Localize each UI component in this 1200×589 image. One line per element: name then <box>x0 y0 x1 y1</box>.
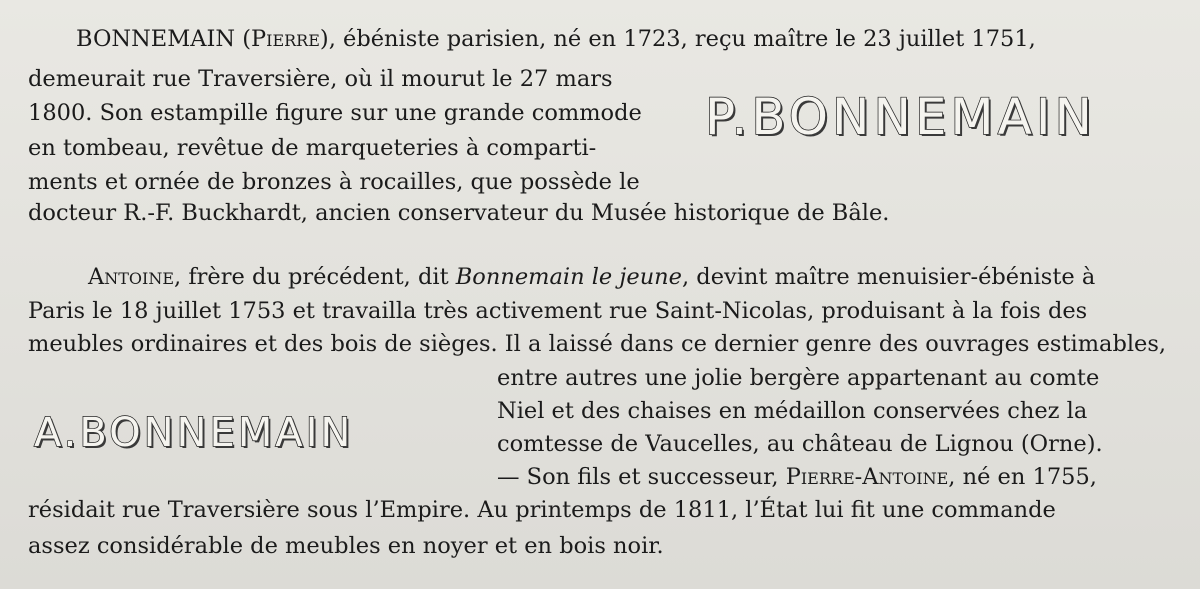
text-run: docteur R.-F. Buckhardt, ancien conservateur du Musée historique de Bâle. <box>28 200 890 226</box>
text-line <box>28 200 889 226</box>
text-line <box>497 431 1103 457</box>
text-line <box>28 331 1166 357</box>
text-run: comtesse de Vaucelles, au château de Lignou (Orne). <box>497 431 1103 457</box>
text-run: — Son fils et successeur, <box>497 464 786 490</box>
text-run: Antoine <box>88 264 175 290</box>
stamp-a-bonnemain: A.BONNEMAIN <box>34 410 354 456</box>
stamp-p-bonnemain: P.BONNEMAIN <box>705 88 1096 146</box>
text-run: Paris le 18 juillet 1753 et travailla très activement rue Saint-Nicolas, produisant à la fois des <box>28 298 1088 324</box>
text-line <box>28 66 613 92</box>
text-line <box>28 533 664 559</box>
text-run: Niel et des chaises en médaillon conservées chez la <box>497 398 1088 424</box>
text-run: ments et ornée de bronzes à rocailles, que possède le <box>28 169 640 195</box>
text-line <box>76 26 1036 52</box>
text-line <box>28 100 642 126</box>
text-run: demeurait rue Traversière, où il mourut le 27 mars <box>28 66 613 92</box>
text-line <box>28 169 640 195</box>
text-run: , devint maître menuisier-ébéniste à <box>682 264 1096 290</box>
text-line <box>28 135 596 161</box>
text-run: Pierre <box>251 26 320 52</box>
text-line <box>28 298 1087 324</box>
text-run: , né en 1755, <box>948 464 1097 490</box>
text-run: Pierre-Antoine <box>785 464 949 490</box>
text-run: meubles ordinaires et des bois de sièges. Il a laissé dans ce dernier genre des ouvrages estimables, <box>28 331 1167 357</box>
text-run: , frère du précédent, dit <box>174 264 456 290</box>
text-line <box>88 264 1095 290</box>
text-line <box>28 497 1056 523</box>
text-run: Bonnemain le jeune <box>455 264 682 290</box>
text-run: 1800. Son estampille figure sur une grande commode <box>28 100 642 126</box>
text-run: résidait rue Traversière sous l’Empire. Au printemps de 1811, l’État lui fit une commande <box>28 497 1056 523</box>
text-run: assez considérable de meubles en noyer et en bois noir. <box>28 533 664 559</box>
text-run: ), ébéniste parisien, né en 1723, reçu maître le 23 juillet 1751, <box>319 26 1036 52</box>
text-run: en tombeau, revêtue de marqueteries à comparti- <box>28 135 597 161</box>
text-line <box>497 398 1087 424</box>
text-line <box>497 464 1097 490</box>
text-line <box>497 365 1099 391</box>
text-run: entre autres une jolie bergère appartenant au comte <box>497 365 1100 391</box>
text-run: BONNEMAIN ( <box>76 26 251 52</box>
